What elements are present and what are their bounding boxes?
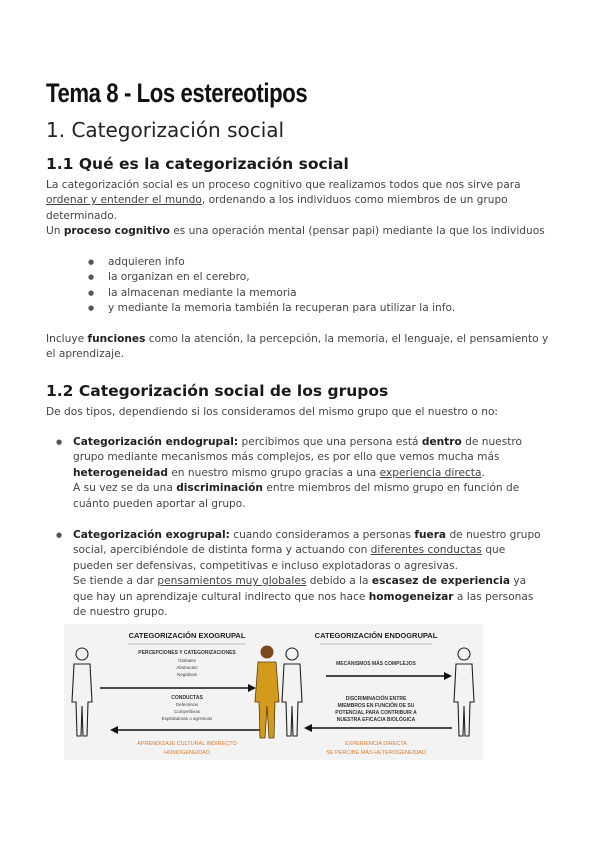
exo-footer-2: HOMOGENEIDAD bbox=[164, 750, 210, 756]
exo-title: CATEGORIZACIÓN EXOGRUPAL bbox=[128, 631, 246, 640]
paragraph-definition: La categorización social es un proceso cognitivo que realizamos todos que nos sirve para ordenar y entender el mundo, ordenando a los individuos como miembros de un grupo determinado. bbox=[46, 179, 521, 222]
paragraph-intro: De dos tipos, dependiendo si los consideramos del mismo grupo que el nuestro o no: bbox=[46, 406, 498, 418]
exo-perception-item: Abstractas bbox=[176, 665, 198, 670]
person-outline-icon bbox=[454, 648, 474, 736]
endo-discrimination-line: POTENCIAL PARA CONTRIBUIR A bbox=[335, 710, 417, 716]
exo-footer-1: APRENDIZAJE CULTURAL INDIRECTO bbox=[137, 741, 237, 747]
subsection-heading-1-2: 1.2 Categorización social de los grupos bbox=[46, 382, 389, 400]
endo-mechanisms-label: MECANISMOS MÁS COMPLEJOS bbox=[336, 661, 416, 667]
exo-perception-item: Globales bbox=[178, 658, 196, 663]
categorization-diagram bbox=[64, 624, 483, 760]
endo-footer-1: EXPERIENCIA DIRECTA bbox=[345, 741, 407, 747]
list-item: ● la almacenan mediante la memoria bbox=[46, 286, 455, 301]
section-title: 1. Categorización social bbox=[46, 118, 285, 142]
page-title: Tema 8 - Los estereotipos bbox=[46, 78, 308, 108]
endo-discrimination-line: MIEMBROS EN FUNCIÓN DE SU bbox=[337, 703, 415, 709]
bullet-icon: ● bbox=[56, 531, 63, 539]
exo-conducta-item: Defensivas bbox=[175, 702, 199, 707]
endo-footer-2: SE PERCIBE MÁS HETEROGENEIDAD bbox=[326, 750, 426, 756]
exo-perceptions-label: PERCEPCIONES Y CATEGORIZACIONES bbox=[138, 650, 236, 656]
list-item: ● la organizan en el cerebro, bbox=[46, 270, 455, 285]
list-item: ● y mediante la memoria también la recuperan para utilizar la info. bbox=[46, 301, 455, 316]
paragraph-process: Un proceso cognitivo es una operación mental (pensar papi) mediante la que los individuos bbox=[46, 225, 545, 237]
exo-conducta-item: Competitivas bbox=[173, 709, 201, 714]
person-outgroup-icon bbox=[255, 646, 279, 739]
endo-title: CATEGORIZACIÓN ENDOGRUPAL bbox=[314, 631, 438, 640]
process-list bbox=[46, 255, 455, 317]
exo-perception-item: Negativas bbox=[176, 672, 198, 677]
paragraph-functions: Incluye funciones como la atención, la percepción, la memoria, el lenguaje, el pensamiento y el aprendizaje. bbox=[46, 333, 549, 361]
list-item: ● adquieren info bbox=[46, 255, 455, 270]
underlined-text: ordenar y entender el mundo bbox=[46, 194, 202, 207]
exo-conducta-item: Explotadoras o agresivas bbox=[161, 716, 213, 721]
endo-discrimination-line: DISCRIMINACIÓN ENTRE bbox=[345, 696, 407, 702]
subsection-heading-1-1: 1.1 Qué es la categorización social bbox=[46, 155, 349, 173]
exo-conductas-label: CONDUCTAS bbox=[171, 695, 203, 701]
person-outline-icon bbox=[72, 648, 92, 736]
endo-discrimination-line: NUESTRA EFICACIA BIOLÓGICA bbox=[336, 717, 416, 723]
bullet-endogrupal: ● Categorización endogrupal: percibimos que una persona está dentro de nuestro grupo mediante mecanismos más complejos, es por ello que vemos mucha más heterogeneidad en nuestro mismo grupo gracias a una experiencia directa. A su vez se da una discriminación entre miembros del mismo grupo en función de cuánto pueden aportar al grupo. bbox=[56, 436, 522, 510]
bullet-exogrupal: ● Categorización exogrupal: cuando consideramos a personas fuera de nuestro grupo social, apercibiéndole de distinta forma y actuando con diferentes conductas que pueden ser defensivas, competitivas e incluso explotadoras o agresivas. Se tiende a dar pensamientos muy globales debido a la escasez de experiencia ya que hay un aprendizaje cultural indirecto que nos hace homogeneizar a las personas de nuestro grupo. bbox=[56, 529, 541, 619]
person-outline-icon bbox=[282, 648, 302, 736]
bullet-icon: ● bbox=[56, 438, 63, 446]
